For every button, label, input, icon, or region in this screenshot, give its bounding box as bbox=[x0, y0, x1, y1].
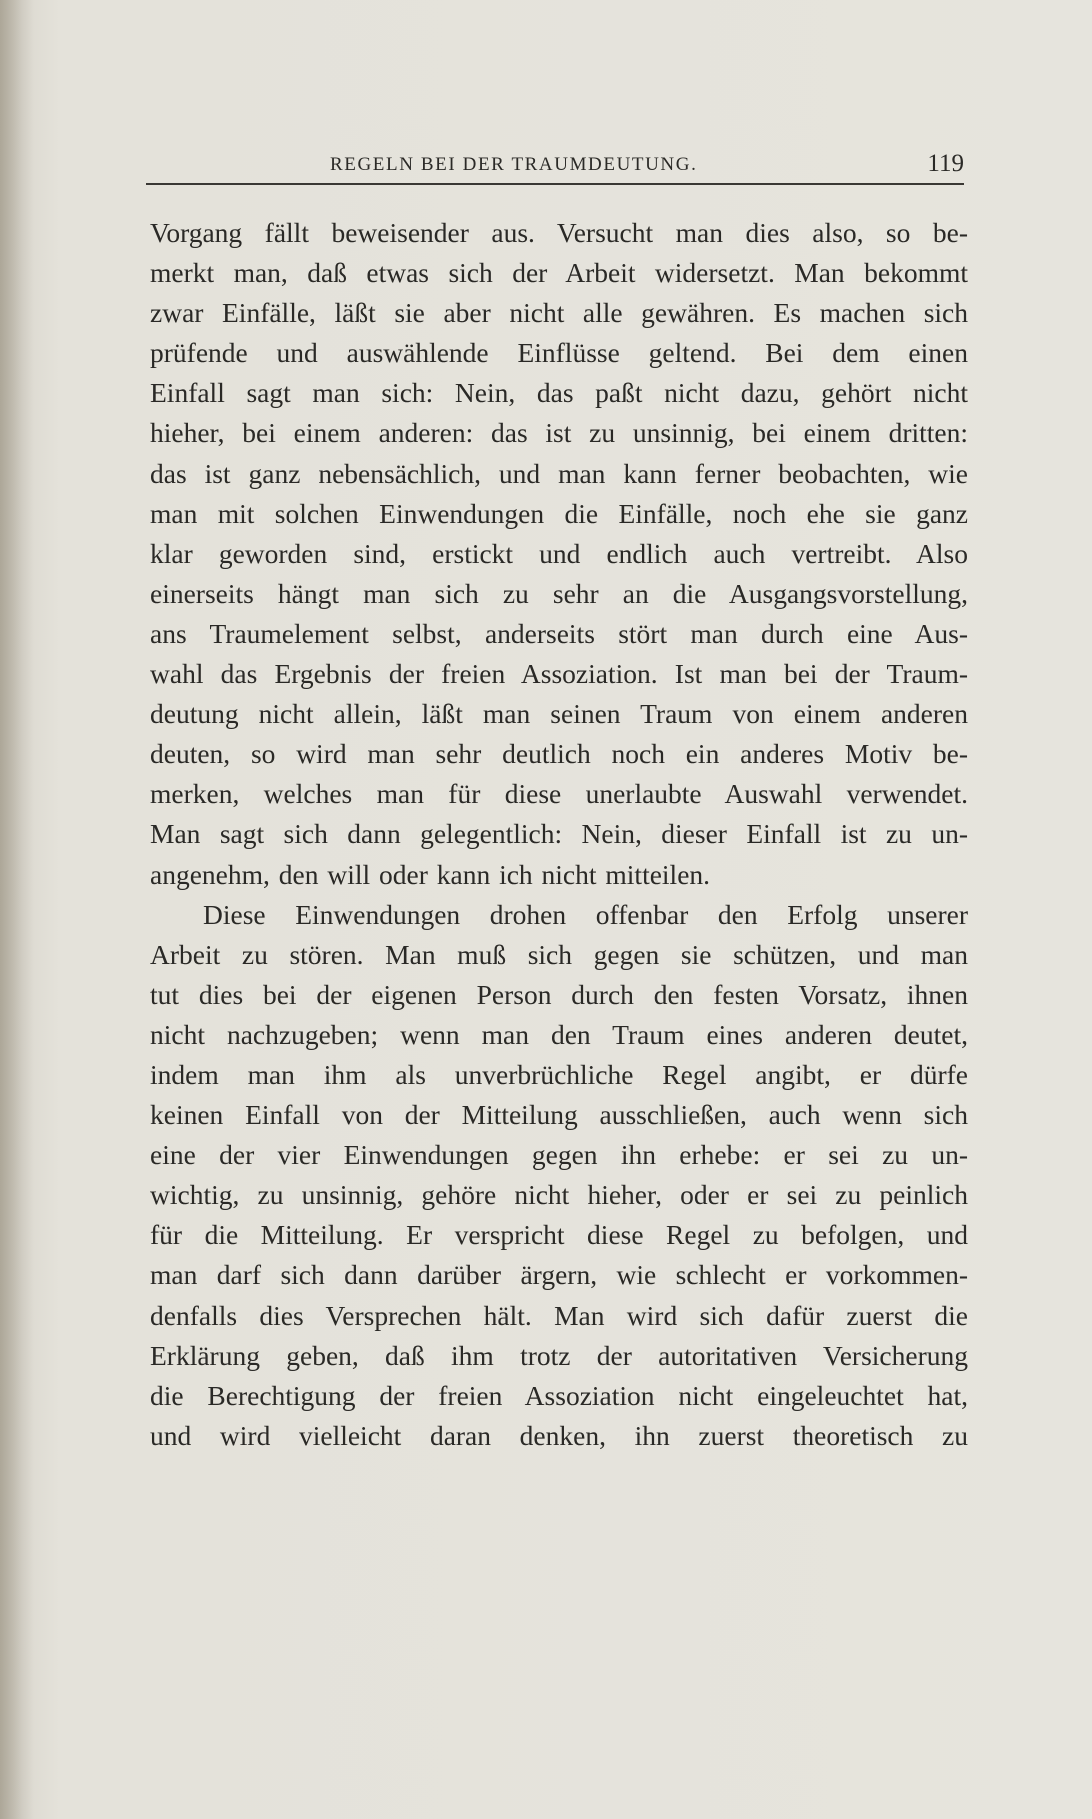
header-rule bbox=[146, 183, 964, 185]
text-line: und wird vielleicht daran denken, ihn zuerst theoretisch zu bbox=[150, 1419, 968, 1451]
text-line: man mit solchen Einwendungen die Einfälle, noch ehe sie ganz bbox=[150, 497, 968, 529]
text-line: das ist ganz nebensächlich, und man kann ferner beobachten, wie bbox=[150, 457, 968, 489]
text-line: merkt man, daß etwas sich der Arbeit widersetzt. Man bekommt bbox=[150, 257, 968, 289]
page-number: 119 bbox=[927, 150, 964, 177]
body-text bbox=[150, 213, 968, 1456]
text-line: merken, welches man für diese unerlaubte Auswahl verwendet. bbox=[150, 778, 968, 810]
text-line: man darf sich dann darüber ärgern, wie schlecht er vorkommen- bbox=[150, 1259, 968, 1291]
text-line: Arbeit zu stören. Man muß sich gegen sie schützen, und man bbox=[150, 938, 968, 970]
running-title: REGELN BEI DER TRAUMDEUTUNG. bbox=[330, 154, 698, 175]
text-line: prüfende und auswählende Einflüsse geltend. Bei dem einen bbox=[150, 337, 968, 369]
text-line: zwar Einfälle, läßt sie aber nicht alle gewähren. Es machen sich bbox=[150, 297, 968, 329]
text-line: Man sagt sich dann gelegentlich: Nein, dieser Einfall ist zu un- bbox=[150, 818, 968, 850]
text-line: wahl das Ergebnis der freien Assoziation. Ist man bei der Traum- bbox=[150, 658, 968, 690]
text-line: für die Mitteilung. Er verspricht diese Regel zu befolgen, und bbox=[150, 1219, 968, 1251]
text-line: klar geworden sind, erstickt und endlich auch vertreibt. Also bbox=[150, 537, 968, 569]
text-line: eine der vier Einwendungen gegen ihn erhebe: er sei zu un- bbox=[150, 1139, 968, 1171]
text-line: Diese Einwendungen drohen offenbar den Erfolg unserer bbox=[203, 898, 968, 930]
text-line: wichtig, zu unsinnig, gehöre nicht hieher, oder er sei zu peinlich bbox=[150, 1179, 968, 1211]
paragraph-2 bbox=[150, 895, 968, 1456]
text-line: indem man ihm als unverbrüchliche Regel angibt, er dürfe bbox=[150, 1058, 968, 1090]
text-line: denfalls dies Versprechen hält. Man wird sich dafür zuerst die bbox=[150, 1299, 968, 1331]
running-head bbox=[146, 150, 964, 182]
text-line: ans Traumelement selbst, anderseits stört man durch eine Aus- bbox=[150, 617, 968, 649]
text-line: nicht nachzugeben; wenn man den Traum eines anderen deutet, bbox=[150, 1018, 968, 1050]
text-line: Vorgang fällt beweisender aus. Versucht man dies also, so be- bbox=[150, 217, 968, 248]
text-line: Einfall sagt man sich: Nein, das paßt nicht dazu, gehört nicht bbox=[150, 377, 968, 409]
text-line: deuten, so wird man sehr deutlich noch ein anderes Motiv be- bbox=[150, 738, 968, 770]
spine-shadow bbox=[0, 0, 34, 1819]
text-line: Erklärung geben, daß ihm trotz der autoritativen Versicherung bbox=[150, 1339, 968, 1371]
text-line: deutung nicht allein, läßt man seinen Traum von einem anderen bbox=[150, 698, 968, 730]
text-line: einerseits hängt man sich zu sehr an die Ausgangsvorstellung, bbox=[150, 577, 968, 609]
text-line: die Berechtigung der freien Assoziation nicht eingeleuchtet hat, bbox=[150, 1379, 968, 1411]
text-line: keinen Einfall von der Mitteilung ausschließen, auch wenn sich bbox=[150, 1099, 968, 1131]
text-line: angenehm, den will oder kann ich nicht mitteilen. bbox=[150, 858, 711, 890]
text-line: tut dies bei der eigenen Person durch den festen Vorsatz, ihnen bbox=[150, 978, 968, 1010]
paragraph-1 bbox=[150, 213, 968, 895]
text-line: hieher, bei einem anderen: das ist zu unsinnig, bei einem dritten: bbox=[150, 417, 968, 449]
